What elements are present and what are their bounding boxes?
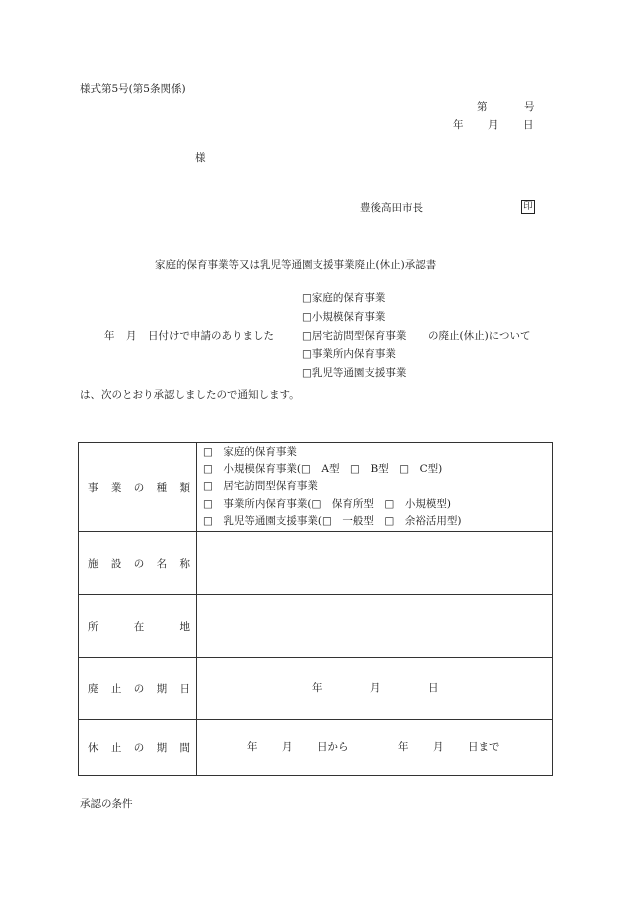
- table-row: [79, 443, 553, 532]
- label-location: 所 在 地: [79, 595, 197, 658]
- abolition-month: 月: [370, 681, 381, 694]
- business-type-item: □家庭的保育事業: [302, 292, 386, 304]
- issuer-name: 豊後高田市長: [360, 202, 423, 214]
- abolition-day: 日: [428, 681, 439, 694]
- addressee-sama: 様: [195, 152, 206, 164]
- conditions-label: 承認の条件: [80, 798, 133, 810]
- table-row: [79, 532, 553, 595]
- period-from-year: 年: [247, 740, 258, 753]
- seal-mark: 印: [521, 200, 535, 214]
- application-month: 月: [126, 330, 137, 342]
- option-line: □ 小規模保育事業(□ A型 □ B型 □ C型): [203, 462, 443, 475]
- application-day-text: 日付けで申請のありました: [148, 330, 274, 342]
- issue-date-day: 日: [523, 119, 534, 131]
- label-abolition-date: 廃 止 の 期 日: [79, 658, 197, 720]
- business-type-item: □小規模保育事業: [302, 310, 386, 323]
- location-value: [197, 595, 553, 658]
- period-to-day: 日まで: [468, 740, 500, 753]
- period-to-year: 年: [398, 740, 409, 753]
- approval-table: [78, 442, 553, 776]
- abolition-date-value: [197, 658, 553, 720]
- business-type-item: □事業所内保育事業: [302, 348, 396, 361]
- table-row: [79, 720, 553, 776]
- period-to-month: 月: [433, 740, 444, 753]
- option-line: □ 事業所内保育事業(□ 保育所型 □ 小規模型): [203, 497, 451, 510]
- application-after-text: の廃止(休止)について: [428, 330, 531, 342]
- business-type-item: □乳児等通園支援事業: [302, 367, 407, 380]
- issue-date-month: 月: [488, 119, 499, 131]
- label-business-type: 事 業 の 種 類: [79, 443, 197, 532]
- table-row: [79, 595, 553, 658]
- option-line: □ 居宅訪問型保育事業: [203, 480, 318, 493]
- form-number: 様式第5号(第5条関係): [80, 83, 186, 95]
- notice-sentence: は、次のとおり承認しましたので通知します。: [80, 389, 300, 401]
- label-suspension-period: 休 止 の 期 間: [79, 720, 197, 776]
- table-row: [79, 658, 553, 720]
- business-type-options: [197, 443, 553, 532]
- application-year: 年: [104, 330, 115, 342]
- business-type-item: □居宅訪問型保育事業: [302, 329, 407, 342]
- document-title: 家庭的保育事業等又は乳児等通園支援事業廃止(休止)承認書: [155, 259, 437, 271]
- suspension-period-value: [197, 720, 553, 776]
- business-type-list: [302, 293, 406, 387]
- abolition-year: 年: [312, 681, 323, 694]
- facility-name-value: [197, 532, 553, 595]
- doc-no-dai: 第: [477, 101, 488, 113]
- option-line: □ 家庭的保育事業: [203, 445, 297, 458]
- issue-date-year: 年: [453, 119, 464, 131]
- doc-no-go: 号: [524, 101, 535, 113]
- label-facility-name: 施 設 の 名 称: [79, 532, 197, 595]
- period-from-month: 月: [282, 740, 293, 753]
- option-line: □ 乳児等通園支援事業(□ 一般型 □ 余裕活用型): [203, 515, 462, 528]
- period-from-day: 日から: [317, 740, 349, 753]
